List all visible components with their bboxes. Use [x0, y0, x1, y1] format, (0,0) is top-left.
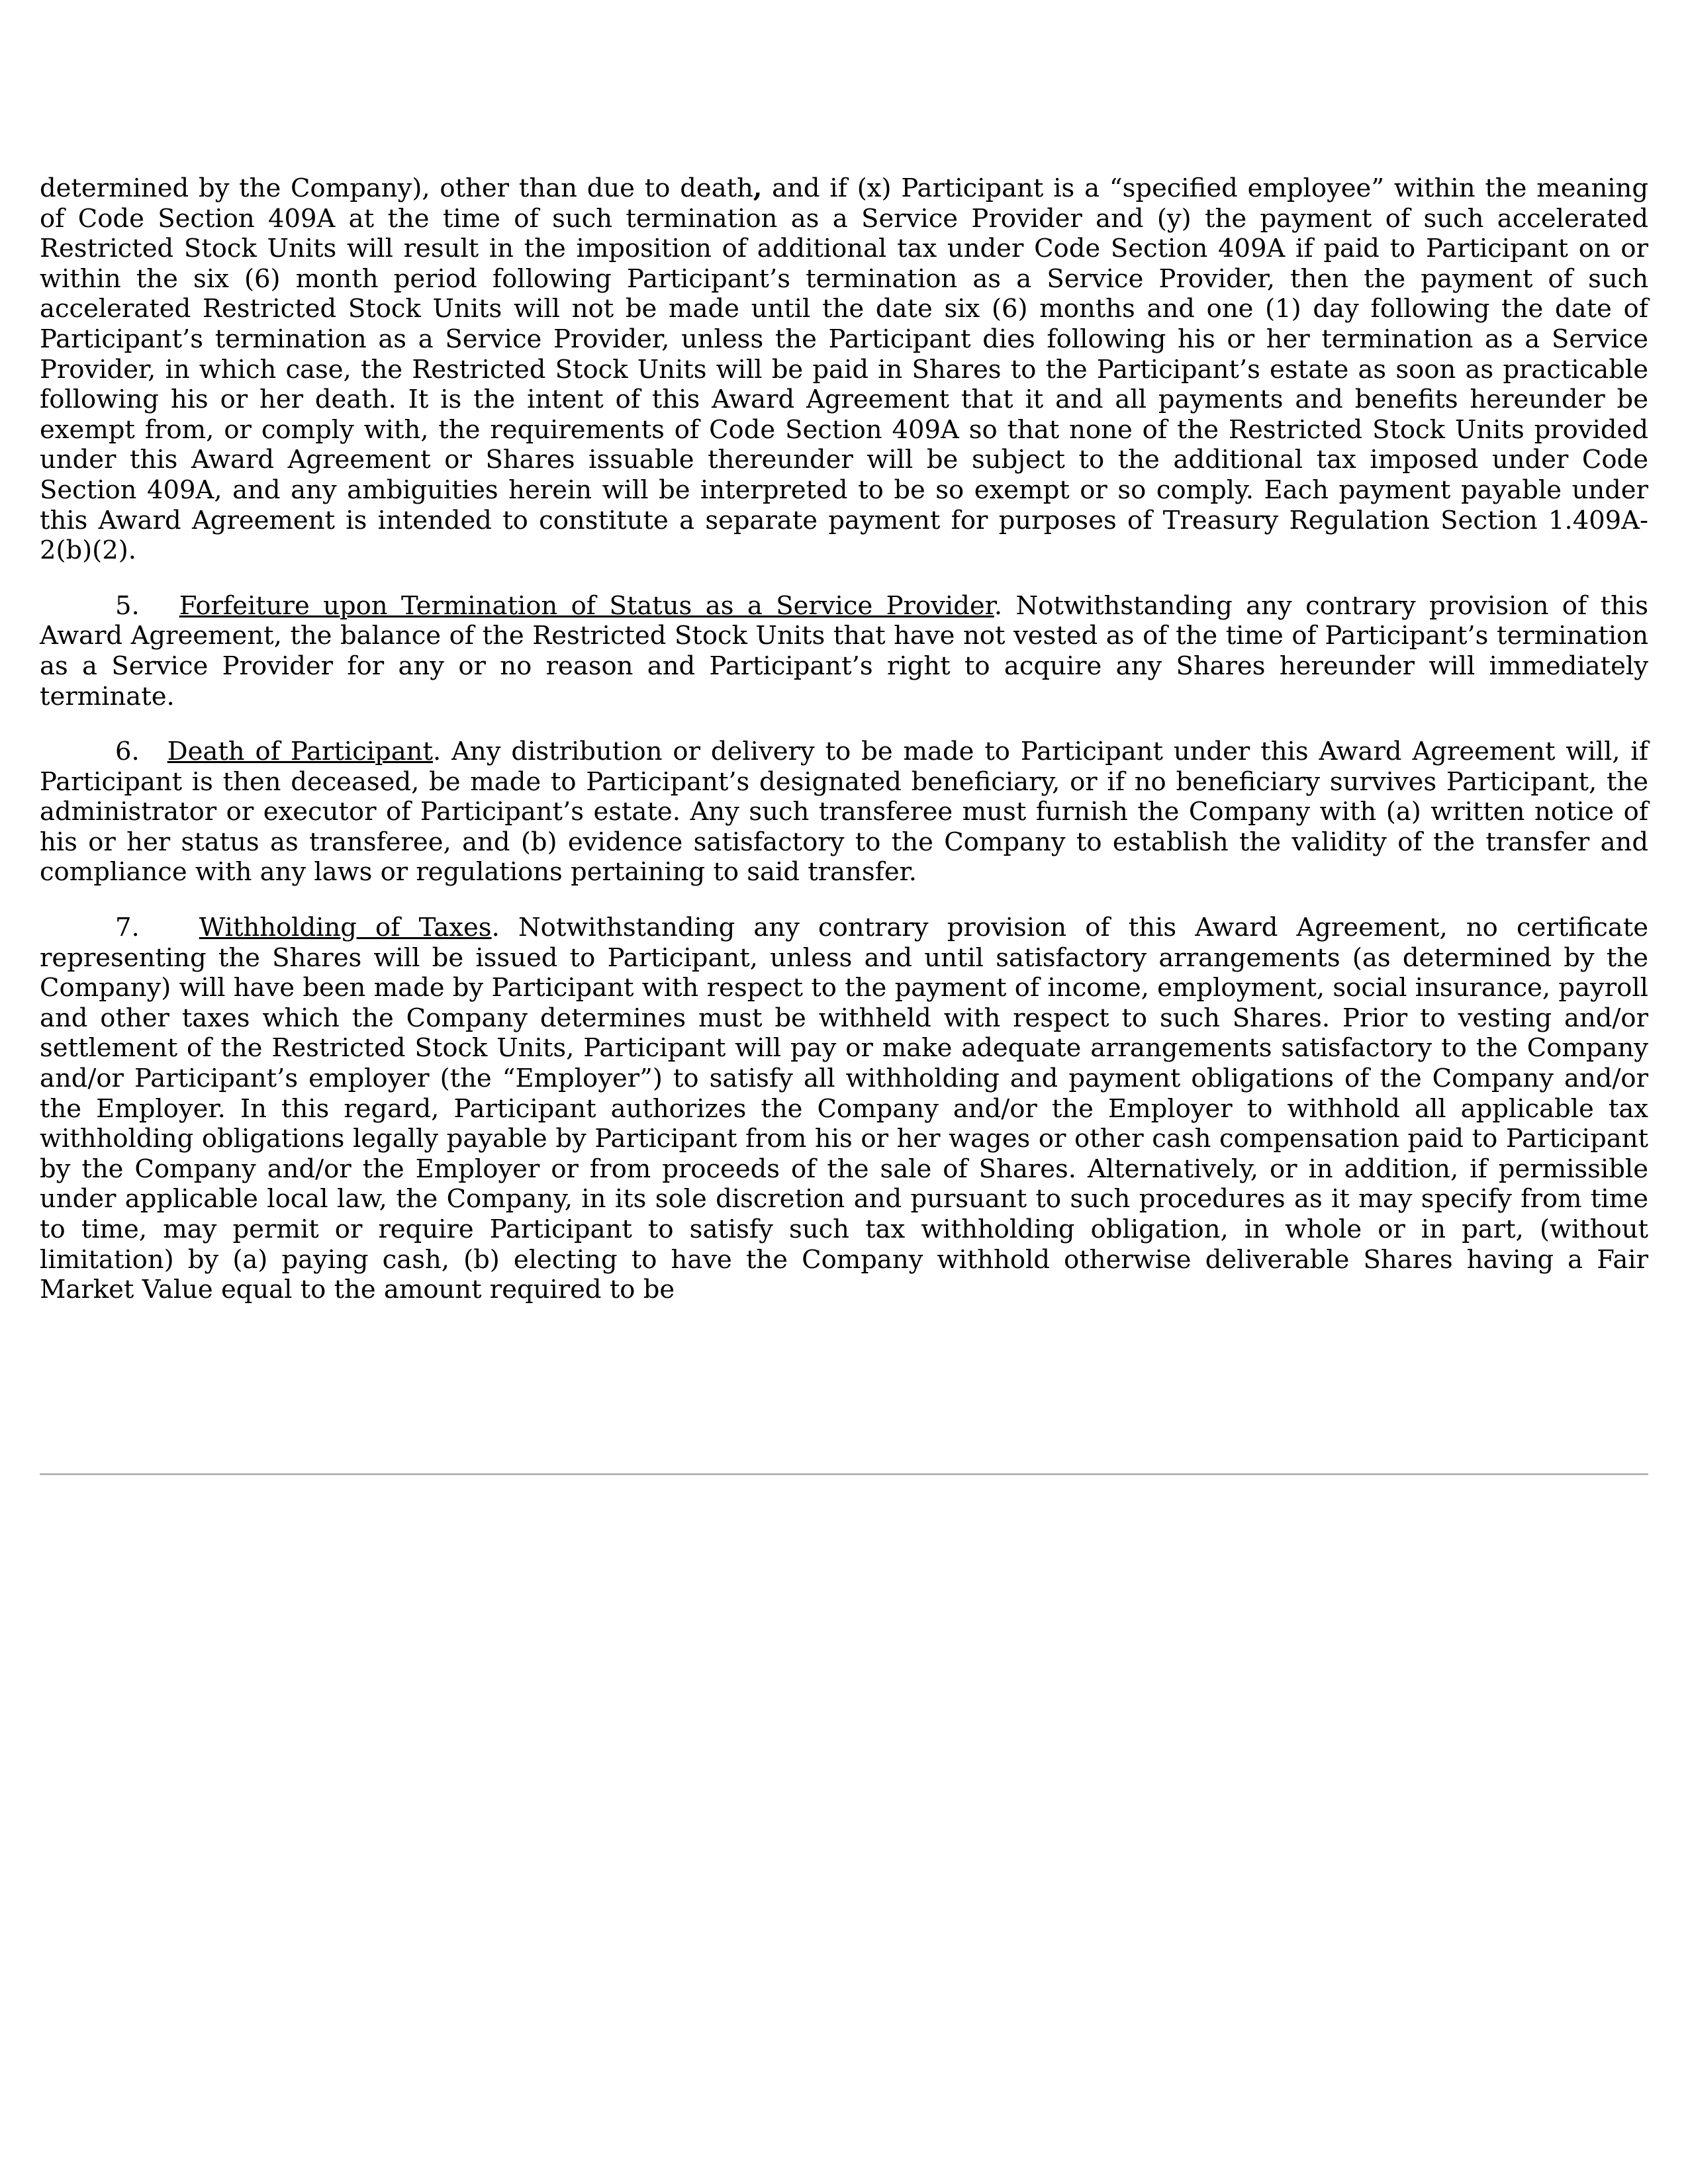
section-heading: Death of Participant — [167, 737, 433, 767]
section-body: . Any distribution or delivery to be made to Participant under this Award Agreement will, if Participant is then deceased, be made to Participant’s designated beneficiary, or if no beneficiary survives Participant, the administrator or executor of Participant’s estate. Any such transferee must furnish the Company with (a) written notice of his or her status as transferee, and (b) evidence satisfactory to the Company to establish the validity of the transfer and compliance with any laws or regulations pertaining to said transfer. — [40, 737, 1648, 887]
section-5-paragraph — [40, 591, 1648, 711]
section-number: 7. — [115, 913, 140, 943]
section-7-paragraph — [40, 913, 1648, 1305]
page-break-rule — [40, 1473, 1648, 1475]
section-body: . Notwithstanding any contrary provision of this Award Agreement, the balance of the Restricted Stock Units that have not vested as of the time of Participant’s termination as a Service Provider for any or no reason and Participant’s right to acquire any Shares hereunder will immediately terminate. — [40, 590, 1648, 711]
paragraph-continued — [40, 173, 1648, 566]
paragraph-text: and if (x) Participant is a “specified employee” within the meaning of Code Section 409A at the time of such termination as a Service Provider and (y) the payment of such accelerated Restricted Stock Units will result in the imposition of additional tax under Code Section 409A if paid to Participant on or within the six (6) month period following Participant’s termination as a Service Provider, then the payment of such accelerated Restricted Stock Units will not be made until the date six (6) months and one (1) day following the date of Participant’s termination as a Service Provider, unless the Participant dies following his or her termination as a Service Provider, in which case, the Restricted Stock Units will be paid in Shares to the Participant’s estate as soon as practicable following his or her death. It is the intent of this Award Agreement that it and all payments and benefits hereunder be exempt from, or comply with, the requirements of Code Section 409A so that none of the Restricted Stock Units provided under this Award Agreement or Shares issuable thereunder will be subject to the additional tax imposed under Code Section 409A, and any ambiguities herein will be interpreted to be so exempt or so comply. Each payment payable under this Award Agreement is intended to constitute a separate payment for purposes of Treasury Regulation Section 1.409A-2(b)(2). — [40, 173, 1648, 566]
section-6-paragraph — [40, 737, 1648, 887]
bold-comma: , — [753, 173, 763, 203]
paragraph-text: determined by the Company), other than due to death — [40, 173, 753, 203]
document-page — [40, 173, 1648, 1305]
section-heading: Forfeiture upon Termination of Status as a Service Provider — [179, 590, 994, 621]
section-number: 6. — [115, 737, 140, 767]
section-number: 5. — [115, 590, 140, 621]
section-body: . Notwithstanding any contrary provision of this Award Agreement, no certificate representing the Shares will be issued to Participant, unless and until satisfactory arrangements (as determined by the Company) will have been made by Participant with respect to the payment of income, employment, social insurance, payroll and other taxes which the Company determines must be withheld with respect to such Shares. Prior to vesting and/or settlement of the Restricted Stock Units, Participant will pay or make adequate arrangements satisfactory to the Company and/or Participant’s employer (the “Employer”) to satisfy all withholding and payment obligations of the Company and/or the Employer. In this regard, Participant authorizes the Company and/or the Employer to withhold all applicable tax withholding obligations legally payable by Participant from his or her wages or other cash compensation paid to Participant by the Company and/or the Employer or from proceeds of the sale of Shares. Alternatively, or in addition, if permissible under applicable local law, the Company, in its sole discretion and pursuant to such procedures as it may specify from time to time, may permit or require Participant to satisfy such tax withholding obligation, in whole or in part, (without limitation) by (a) paying cash, (b) electing to have the Company withhold otherwise deliverable Shares having a Fair Market Value equal to the amount required to be — [40, 913, 1649, 1305]
section-heading: Withholding of Taxes — [199, 913, 492, 943]
